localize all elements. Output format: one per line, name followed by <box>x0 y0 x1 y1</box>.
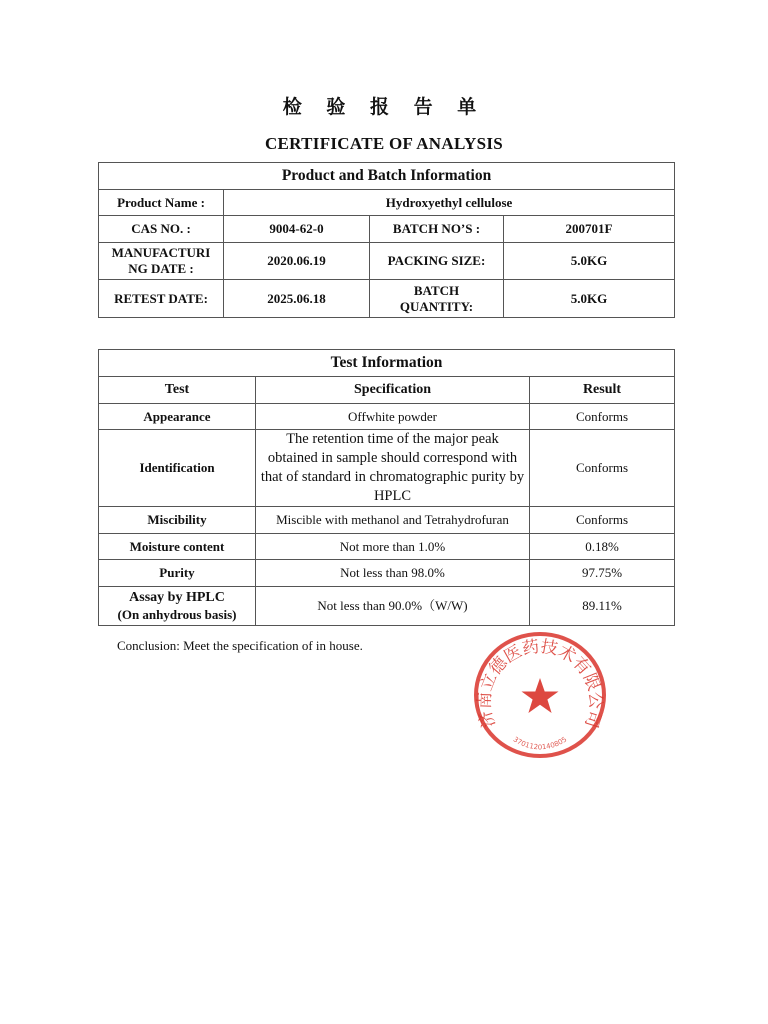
batch-quantity-label-line2: QUANTITY: <box>399 298 474 314</box>
cas-label: CAS NO. : <box>99 216 224 243</box>
seal-code-path: 3701120140805 <box>511 735 569 752</box>
test-name: Identification <box>99 430 256 507</box>
product-name-value: Hydroxyethyl cellulose <box>224 190 675 216</box>
test-result: Conforms <box>530 404 675 430</box>
batch-quantity-label <box>370 280 504 318</box>
star-icon <box>522 678 559 713</box>
seal-text-path: 济南立德医药技术有限公司 <box>474 636 606 731</box>
test-result: 97.75% <box>530 560 675 587</box>
test-result: Conforms <box>530 507 675 534</box>
table-row <box>99 404 675 430</box>
test-name: Moisture content <box>99 534 256 560</box>
test-spec: Not less than 98.0% <box>256 560 530 587</box>
test-result: Conforms <box>530 430 675 507</box>
mfg-date-label-line1: MANUFACTURI <box>111 245 211 260</box>
retest-date-value: 2025.06.18 <box>224 280 370 318</box>
mfg-date-value: 2020.06.19 <box>224 243 370 280</box>
packing-size-label: PACKING SIZE: <box>370 243 504 280</box>
cas-value: 9004-62-0 <box>224 216 370 243</box>
assay-test-line1: Assay by HPLC <box>129 590 225 605</box>
product-name-row <box>99 190 675 216</box>
title-english: CERTIFICATE OF ANALYSIS <box>264 134 504 153</box>
table-row <box>99 534 675 560</box>
table-row <box>99 560 675 587</box>
test-result: 89.11% <box>530 587 675 626</box>
test-spec: Offwhite powder <box>256 404 530 430</box>
test-section-header: Test Information <box>99 350 675 377</box>
test-spec: Miscible with methanol and Tetrahydrofuran <box>256 507 530 534</box>
seal-code-text <box>512 735 569 751</box>
batch-no-value: 200701F <box>504 216 675 243</box>
batch-header-row <box>99 163 675 190</box>
table-row <box>99 430 675 507</box>
conclusion-text: Conclusion: Meet the specification of in house. <box>117 638 363 653</box>
test-result: 0.18% <box>530 534 675 560</box>
table-row <box>99 507 675 534</box>
company-seal-stamp <box>472 630 608 760</box>
retest-row <box>99 280 675 318</box>
product-name-label: Product Name : <box>99 190 224 216</box>
batch-no-label: BATCH NO’S : <box>370 216 504 243</box>
test-column-headers <box>99 377 675 404</box>
cas-row <box>99 216 675 243</box>
test-name: Miscibility <box>99 507 256 534</box>
batch-quantity-value: 5.0KG <box>504 280 675 318</box>
column-header-specification: Specification <box>256 377 530 404</box>
assay-test-line2: (On anhydrous basis) <box>117 607 237 622</box>
mfg-date-label-line2: NG DATE : <box>128 261 194 276</box>
batch-section-header: Product and Batch Information <box>99 163 675 190</box>
test-name: Appearance <box>99 404 256 430</box>
packing-size-value: 5.0KG <box>504 243 675 280</box>
mfg-date-label <box>99 243 224 280</box>
test-spec: Not more than 1.0% <box>256 534 530 560</box>
column-header-test: Test <box>99 377 256 404</box>
batch-info-table <box>98 162 675 318</box>
test-name: Purity <box>99 560 256 587</box>
test-spec: The retention time of the major peak obtained in sample should correspond with that of standard in chromatographic purity by HPLC <box>256 430 530 507</box>
title-chinese: 检 验 报 告 单 <box>282 96 486 118</box>
table-row <box>99 587 675 626</box>
mfg-date-row <box>99 243 675 280</box>
test-info-table <box>98 349 675 626</box>
retest-date-label: RETEST DATE: <box>99 280 224 318</box>
test-header-row <box>99 350 675 377</box>
test-spec: Not less than 90.0%（W/W) <box>256 587 530 626</box>
test-name <box>99 587 256 626</box>
batch-quantity-label-line1: BATCH <box>413 282 460 298</box>
column-header-result: Result <box>530 377 675 404</box>
